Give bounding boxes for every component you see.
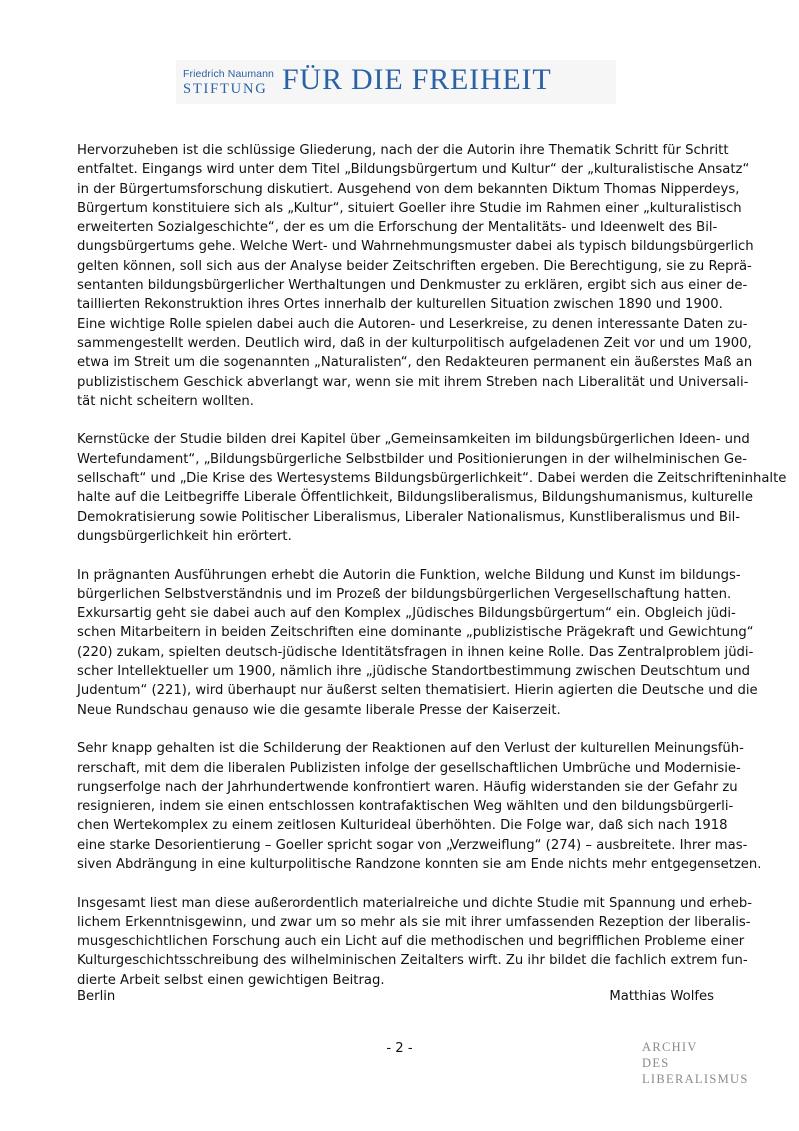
paragraph-5	[77, 894, 753, 990]
logo-org-name: Friedrich Naumann	[183, 68, 274, 80]
text-line: sentanten bildungsbürgerlicher Werthaltungen und Denkmuster zu erklären, ergibt sich aus einer de-	[77, 278, 748, 294]
text-line: Bürgertum konstituiere sich als „Kultur“, situiert Goeller ihre Studie im Rahmen einer „kulturalistisch	[77, 200, 742, 216]
text-line: Sehr knapp gehalten ist die Schilderung der Reaktionen auf den Verlust der kulturellen Meinungsfüh-	[77, 741, 744, 757]
text-line: Wertefundament“, „Bildungsbürgerliche Selbstbilder und Positionierungen in der wilhelminischen Ge-	[77, 451, 747, 467]
text-line: Insgesamt liest man diese außerordentlich materialreiche und dichte Studie mit Spannung und erheb-	[77, 895, 753, 911]
text-line: Exkursartig geht sie dabei auch auf den Komplex „Jüdisches Bildungsbürgertum“ ein. Obgleich jüdi-	[77, 606, 736, 622]
paragraph-3	[77, 566, 758, 720]
text-line: entfaltet. Eingangs wird unter dem Titel „Bildungsbürgertum und Kultur“ der „kulturalistische Ansatz“	[77, 162, 750, 178]
archive-line: LIBERALISMUS	[642, 1072, 749, 1086]
text-line: halte auf die Leitbegriffe Liberale Öffentlichkeit, Bildungsliberalismus, Bildungshumanismus, kulturelle	[77, 490, 753, 506]
logo-stiftung: STIFTUNG	[183, 81, 268, 97]
review-body	[77, 141, 787, 1009]
text-line: musgeschichtlichen Forschung auch ein Licht auf die methodischen und begrifflichen Probleme einer	[77, 934, 745, 950]
text-line: eine starke Desorientierung – Goeller spricht sogar von „Verzweiflung“ (274) – ausbreitete. Ihrer mas-	[77, 837, 748, 853]
text-line: Kulturgeschichtsschreibung des wilhelminischen Zeitalters wirft. Zu ihr bildet die fachlich extrem fun-	[77, 953, 748, 969]
page-number: - 2 -	[386, 1041, 413, 1056]
text-line: rungserfolge nach der Jahrhundertwende konfrontiert waren. Häufig widerstanden sie der Gefahr zu	[77, 779, 738, 795]
text-line: dungsbürgerlichkeit hin erörtert.	[77, 528, 292, 544]
text-line: sammengestellt werden. Deutlich wird, daß in der kulturpolitisch aufgeladenen Zeit vor und um 1900,	[77, 335, 752, 351]
text-line: (220) zukam, spielten deutsch-jüdische Identitätsfragen in ihnen keine Rolle. Das Zentralproblem jüdi-	[77, 644, 754, 660]
logo-slogan: FÜR DIE FREIHEIT	[282, 63, 552, 96]
text-line: dungsbürgertums gehe. Welche Wert- und Wahrnehmungsmuster dabei als typisch bildungsbürgerlich	[77, 239, 754, 255]
paragraph-2	[77, 430, 787, 546]
text-line: dierte Arbeit selbst einen gewichtigen Beitrag.	[77, 972, 385, 988]
text-line: rerschaft, mit dem die liberalen Publizisten infolge der gesellschaftlichen Umbrüche und Modernisie-	[77, 760, 741, 776]
text-line: sellschaft“ und „Die Krise des Wertesystems Bildungsbürgerlichkeit“. Dabei werden die Zeitschrifteninhalte	[77, 471, 787, 487]
text-line: etwa im Streit um die sogenannten „Naturalisten“, den Redakteuren permanent ein äußerstes Maß an	[77, 355, 753, 371]
archive-line: DES	[642, 1056, 670, 1070]
text-line: Demokratisierung sowie Politischer Liberalismus, Liberaler Nationalismus, Kunstliberalismus und Bil-	[77, 509, 741, 525]
signature-place: Berlin	[77, 989, 116, 1004]
text-line: chen Wertekomplex zu einem zeitlosen Kulturideal überhöhten. Die Folge war, daß sich nach 1918	[77, 818, 728, 834]
archive-logo	[642, 1039, 749, 1087]
text-line: gelten können, soll sich aus der Analyse beider Zeitschriften ergeben. Die Berechtigung, sie zu Reprä-	[77, 258, 752, 274]
text-line: resignieren, indem sie einen entschlossen kontrafaktischen Weg wählten und den bildungsbürgerli-	[77, 799, 734, 815]
text-line: publizistischem Geschick abverlangt war, wenn sie mit ihrem Streben nach Liberalität und Universali-	[77, 374, 749, 390]
paragraph-1	[77, 141, 754, 411]
archive-line: ARCHIV	[642, 1040, 698, 1054]
text-line: siven Abdrängung in eine kulturpolitische Randzone konnten sie am Ende nichts mehr entgegensetzen.	[77, 856, 762, 872]
text-line: erweiterten Sozialgeschichte“, der es um die Erforschung der Mentalitäts- und Ideenwelt des Bil-	[77, 220, 718, 236]
text-line: In prägnanten Ausführungen erhebt die Autorin die Funktion, welche Bildung und Kunst im bildungs-	[77, 567, 741, 583]
text-line: Kernstücke der Studie bilden drei Kapitel über „Gemeinsamkeiten im bildungsbürgerlichen Ideen- und	[77, 432, 750, 448]
text-line: bürgerlichen Selbstverständnis und im Prozeß der bildungsbürgerlichen Vergesellschaftung hatten.	[77, 586, 732, 602]
text-line: Judentum“ (221), wird überhaupt nur äußerst selten thematisiert. Hierin agierten die Deutsche und die	[77, 683, 758, 699]
paragraph-4	[77, 739, 762, 874]
text-line: lichem Erkenntnisgewinn, und zwar um so mehr als sie mit ihrer umfassenden Rezeption der liberalis-	[77, 914, 751, 930]
text-line: Neue Rundschau genauso wie die gesamte liberale Presse der Kaiserzeit.	[77, 702, 561, 718]
text-line: tät nicht scheitern wollten.	[77, 393, 254, 409]
text-line: Eine wichtige Rolle spielen dabei auch die Autoren- und Leserkreise, zu denen interessante Daten zu-	[77, 316, 748, 332]
foundation-logo	[176, 60, 616, 104]
text-line: taillierten Rekonstruktion ihres Ortes innerhalb der kulturellen Situation zwischen 1890 und 1900.	[77, 297, 723, 313]
text-line: schen Mitarbeitern in beiden Zeitschriften eine dominante „publizistische Prägekraft und Gewichtung“	[77, 625, 754, 641]
text-line: scher Intellektueller um 1900, nämlich ihre „jüdische Standortbestimmung zwischen Deutschtum und	[77, 664, 751, 680]
text-line: Hervorzuheben ist die schlüssige Gliederung, nach der die Autorin ihre Thematik Schritt für Schritt	[77, 143, 729, 158]
text-line: in der Bürgertumsforschung diskutiert. Ausgehend von dem bekannten Diktum Thomas Nipperdeys,	[77, 181, 740, 197]
signature-author: Matthias Wolfes	[609, 989, 714, 1004]
